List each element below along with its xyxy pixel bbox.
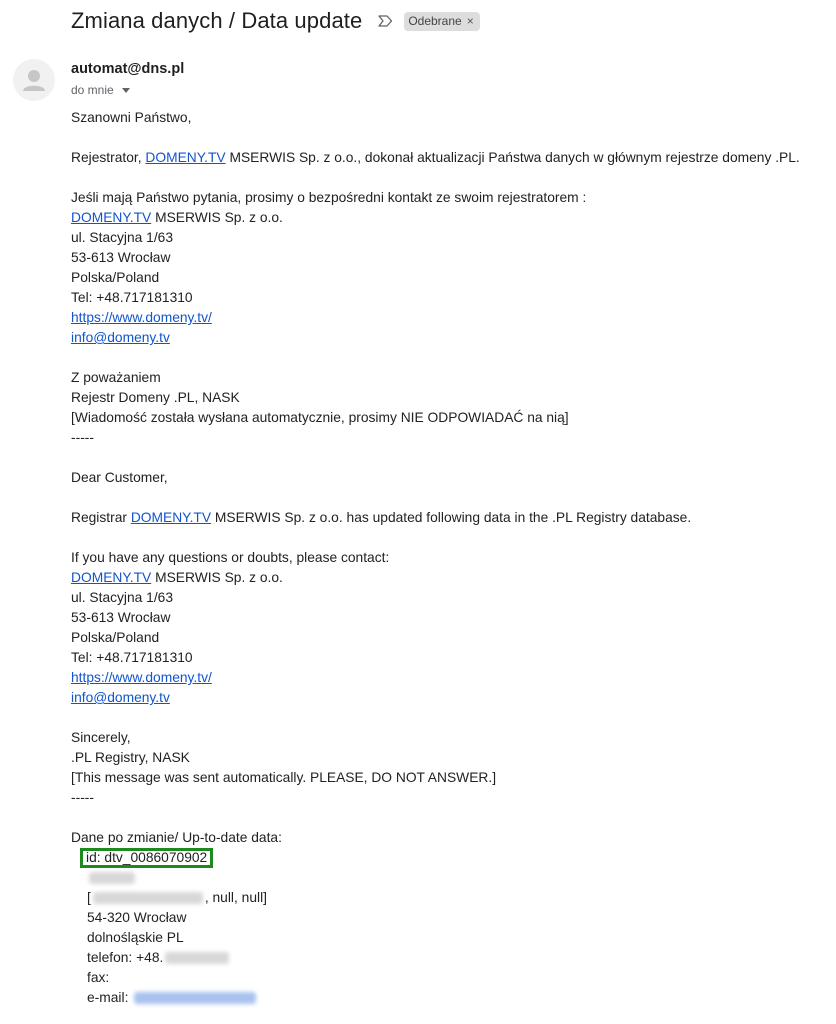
email-link[interactable]: info@domeny.tv xyxy=(71,690,170,705)
contact-intro-pl: Jeśli mają Państwo pytania, prosimy o bezpośredni kontakt ze swoim rejestratorem : xyxy=(71,190,587,205)
greeting-pl: Szanowni Państwo, xyxy=(71,110,192,125)
data-phone-row: telefon: +48. xyxy=(71,948,811,968)
highlighted-id: id: dtv_0086070902 xyxy=(80,848,213,868)
data-fax-row: fax: xyxy=(87,970,110,985)
label-chip-inbox[interactable] xyxy=(404,12,479,31)
registrar-link[interactable]: DOMENY.TV xyxy=(130,510,212,525)
redacted-phone xyxy=(165,952,229,964)
data-id-row xyxy=(71,848,811,868)
avatar[interactable] xyxy=(13,59,55,101)
paragraph-en: Registrar DOMENY.TV MSERWIS Sp. z o.o. has updated following data in the .PL Registry database. xyxy=(71,510,692,525)
data-region-row: dolnośląskie PL xyxy=(87,930,184,945)
street-en: ul. Stacyjna 1/63 xyxy=(71,590,174,605)
registrar-name-en: DOMENY.TV MSERWIS Sp. z o.o. xyxy=(71,570,283,585)
email-subject: Zmiana danych / Data update xyxy=(71,8,363,33)
data-header: Dane po zmianie/ Up-to-date data: xyxy=(71,830,282,845)
country-pl: Polska/Poland xyxy=(71,270,160,285)
importance-marker-icon[interactable] xyxy=(376,12,394,30)
subject-row xyxy=(71,8,480,34)
email-body xyxy=(71,108,811,1008)
recipients-toggle[interactable] xyxy=(71,83,130,97)
recipients-label: do mnie xyxy=(71,83,114,97)
chevron-down-icon xyxy=(122,88,130,93)
registrar-link[interactable]: DOMENY.TV xyxy=(71,570,152,585)
website-link[interactable]: https://www.domeny.tv/ xyxy=(71,670,212,685)
registrar-link[interactable]: DOMENY.TV xyxy=(71,210,152,225)
registrar-name-pl: DOMENY.TV MSERWIS Sp. z o.o. xyxy=(71,210,283,225)
greeting-en: Dear Customer, xyxy=(71,470,168,485)
data-address-row: [ , null, null] xyxy=(87,890,267,905)
country-en: Polska/Poland xyxy=(71,630,160,645)
city-en: 53-613 Wrocław xyxy=(71,610,171,625)
auto-note-en: [This message was sent automatically. PLEASE, DO NOT ANSWER.] xyxy=(71,770,497,785)
data-city-row: 54-320 Wrocław xyxy=(87,910,187,925)
paragraph-pl: Rejestrator, DOMENY.TV MSERWIS Sp. z o.o., dokonał aktualizacji Państwa danych w głównym rejestrze domeny .PL. xyxy=(71,150,800,165)
regards-pl: Z poważaniem xyxy=(71,370,161,385)
registry-pl: Rejestr Domeny .PL, NASK xyxy=(71,390,240,405)
city-pl: 53-613 Wrocław xyxy=(71,250,171,265)
separator: ----- xyxy=(71,430,94,445)
phone-pl: Tel: +48.717181310 xyxy=(71,290,193,305)
phone-en: Tel: +48.717181310 xyxy=(71,650,193,665)
redacted-street xyxy=(93,892,203,904)
registry-en: .PL Registry, NASK xyxy=(71,750,190,765)
person-icon xyxy=(13,59,55,101)
data-name-row xyxy=(71,868,811,888)
registrar-link[interactable]: DOMENY.TV xyxy=(145,150,226,165)
data-email-row: e-mail: xyxy=(71,988,811,1008)
street-pl: ul. Stacyjna 1/63 xyxy=(71,230,174,245)
label-chip-text: Odebrane xyxy=(408,13,462,28)
auto-note-pl: [Wiadomość została wysłana automatycznie, prosimy NIE ODPOWIADAĆ na nią] xyxy=(71,410,569,425)
redacted-email xyxy=(134,992,256,1004)
website-link[interactable]: https://www.domeny.tv/ xyxy=(71,310,212,325)
sender-address[interactable]: automat@dns.pl xyxy=(71,61,185,77)
regards-en: Sincerely, xyxy=(71,730,131,745)
remove-label-icon[interactable]: × xyxy=(466,13,474,28)
email-link[interactable]: info@domeny.tv xyxy=(71,330,170,345)
contact-intro-en: If you have any questions or doubts, please contact: xyxy=(71,550,390,565)
redacted-name xyxy=(89,872,135,884)
separator: ----- xyxy=(71,790,94,805)
